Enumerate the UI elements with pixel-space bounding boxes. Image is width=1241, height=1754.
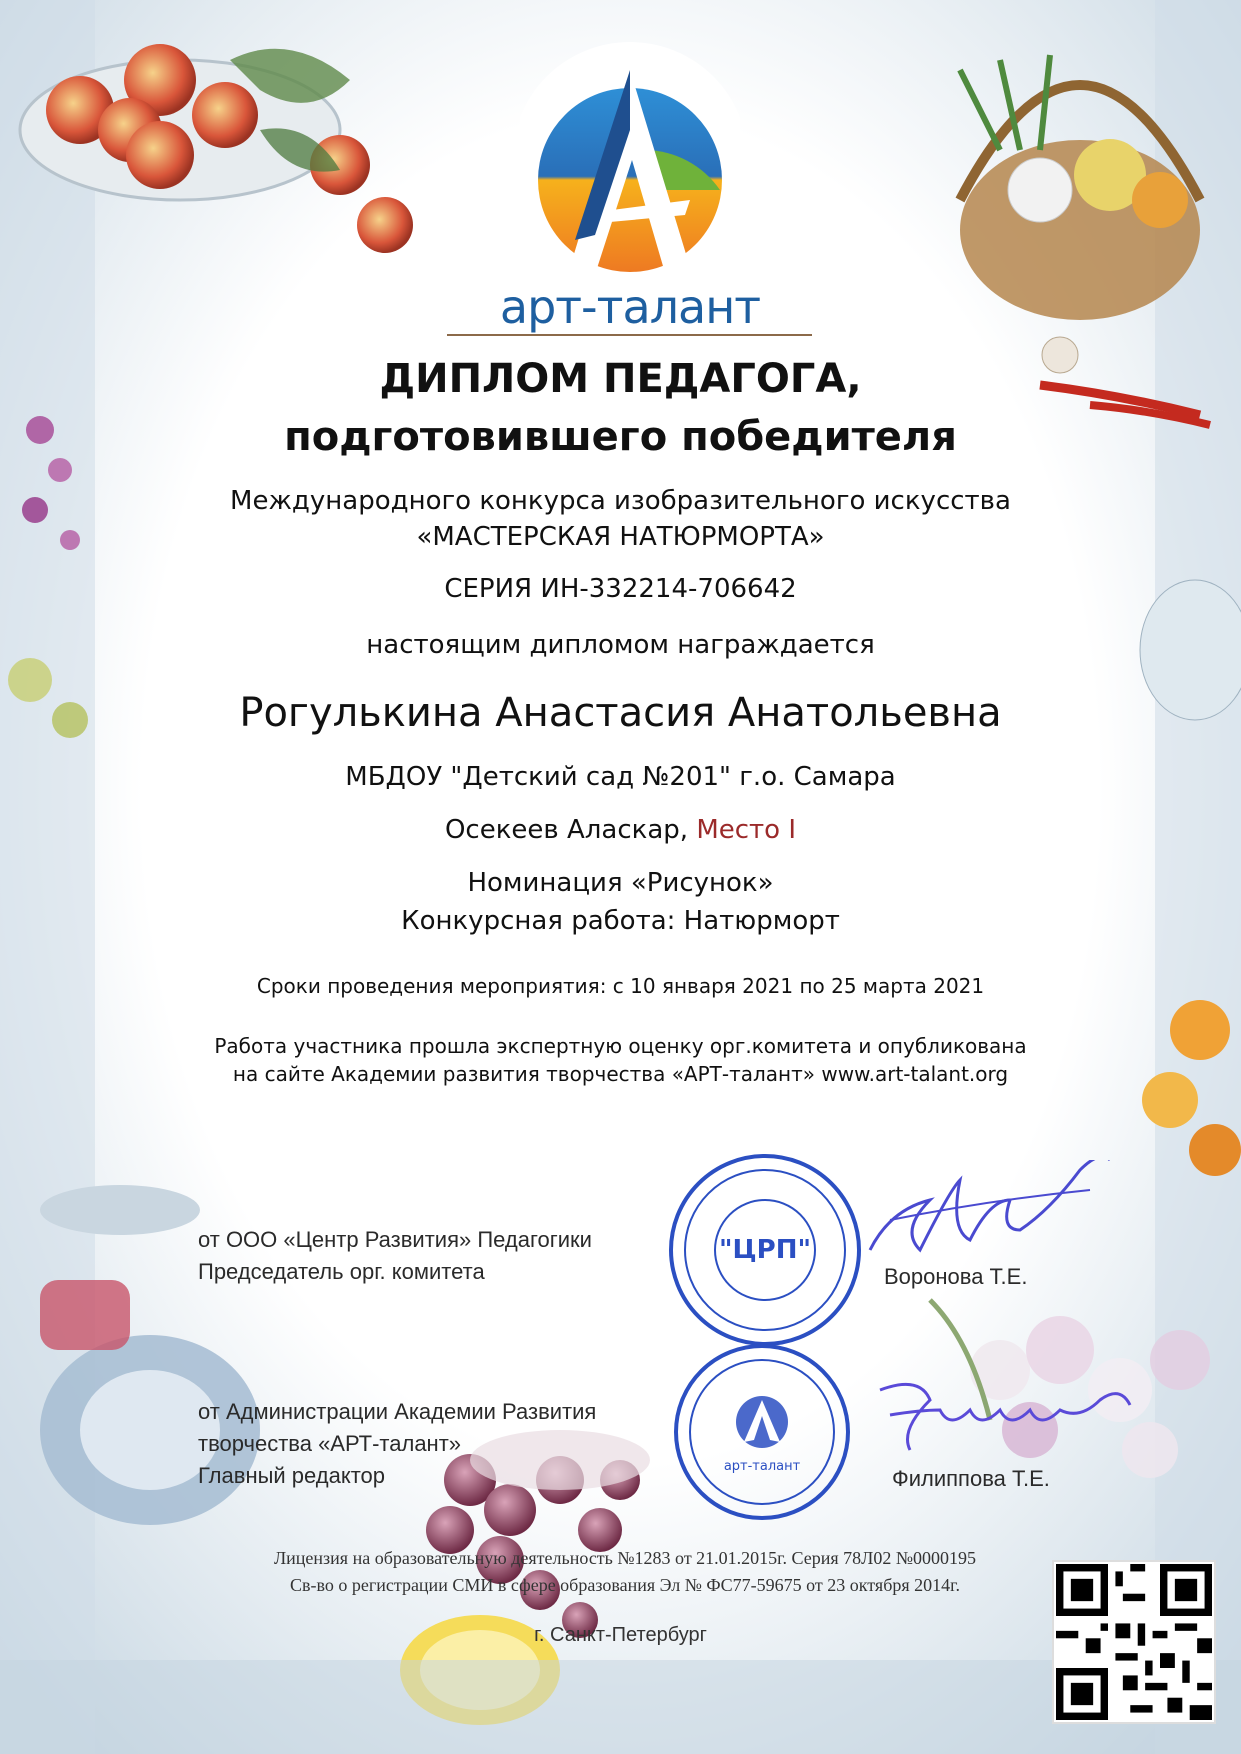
signature-1-org: от ООО «Центр Развития» Педагогики: [198, 1227, 592, 1252]
place-award: Место I: [696, 815, 797, 845]
review-text-line1: Работа участника прошла экспертную оценку орг.комитета и опубликована: [214, 1034, 1027, 1058]
contest-name: «МАСТЕРСКАЯ НАТЮРМОРТА»: [416, 522, 825, 552]
signature-1-role: Председатель орг. комитета: [198, 1259, 485, 1284]
signature-1-scribble-icon: [860, 1160, 1120, 1270]
contest-work: Конкурсная работа: Натюрморт: [401, 906, 840, 936]
diploma-title: ДИПЛОМ ПЕДАГОГА,: [379, 356, 862, 402]
qr-code-icon[interactable]: [1052, 1560, 1216, 1724]
signature-2-name: Филиппова Т.Е.: [892, 1466, 1050, 1491]
signature-2-scribble-icon: [870, 1370, 1150, 1460]
student-name: Осекеев Аласкар,: [444, 815, 689, 845]
signature-block-1: [198, 1224, 592, 1288]
license-line-2: Св-во о регистрации СМИ в сфере образования Эл № ФС77-59675 от 23 октября 2014г.: [289, 1575, 960, 1595]
series-number: СЕРИЯ ИН-332214-706642: [444, 574, 797, 604]
awarded-text: настоящим дипломом награждается: [366, 630, 875, 660]
signature-1-name: Воронова Т.Е.: [884, 1264, 1028, 1289]
event-dates: Сроки проведения мероприятия: с 10 января 2021 по 25 марта 2021: [256, 974, 985, 998]
recipient-name: Рогулькина Анастасия Анатольевна: [239, 690, 1002, 736]
signature-2-org-name: творчества «АРТ-талант»: [198, 1431, 462, 1456]
stamp-1-center-text: "ЦРП": [718, 1235, 812, 1265]
contest-description: Международного конкурса изобразительного искусства: [230, 486, 1011, 516]
crp-stamp-icon: [665, 1150, 865, 1350]
signature-2-org: от Администрации Академии Развития: [198, 1399, 597, 1424]
diploma-subtitle: подготовившего победителя: [284, 414, 957, 460]
student-line: [0, 815, 1241, 845]
art-talant-stamp-icon: [672, 1342, 852, 1522]
organization: МБДОУ "Детский сад №201" г.о. Самара: [345, 762, 896, 792]
brand-name: арт-талант: [499, 280, 761, 334]
signature-block-2: [198, 1396, 596, 1492]
license-text: [160, 1548, 1090, 1596]
brand-underline: [447, 334, 812, 336]
stamp-2-center-text: арт-талант: [723, 1459, 801, 1474]
license-line-1: Лицензия на образовательную деятельность №1283 от 21.01.2015г. Серия 78Л02 №0000195: [273, 1548, 977, 1568]
review-text-line2: на сайте Академии развития творчества «АРТ-талант» www.art-talant.org: [232, 1062, 1009, 1086]
signature-2-role: Главный редактор: [198, 1463, 386, 1488]
nomination: Номинация «Рисунок»: [467, 868, 774, 898]
city: г. Санкт-Петербург: [534, 1624, 707, 1646]
